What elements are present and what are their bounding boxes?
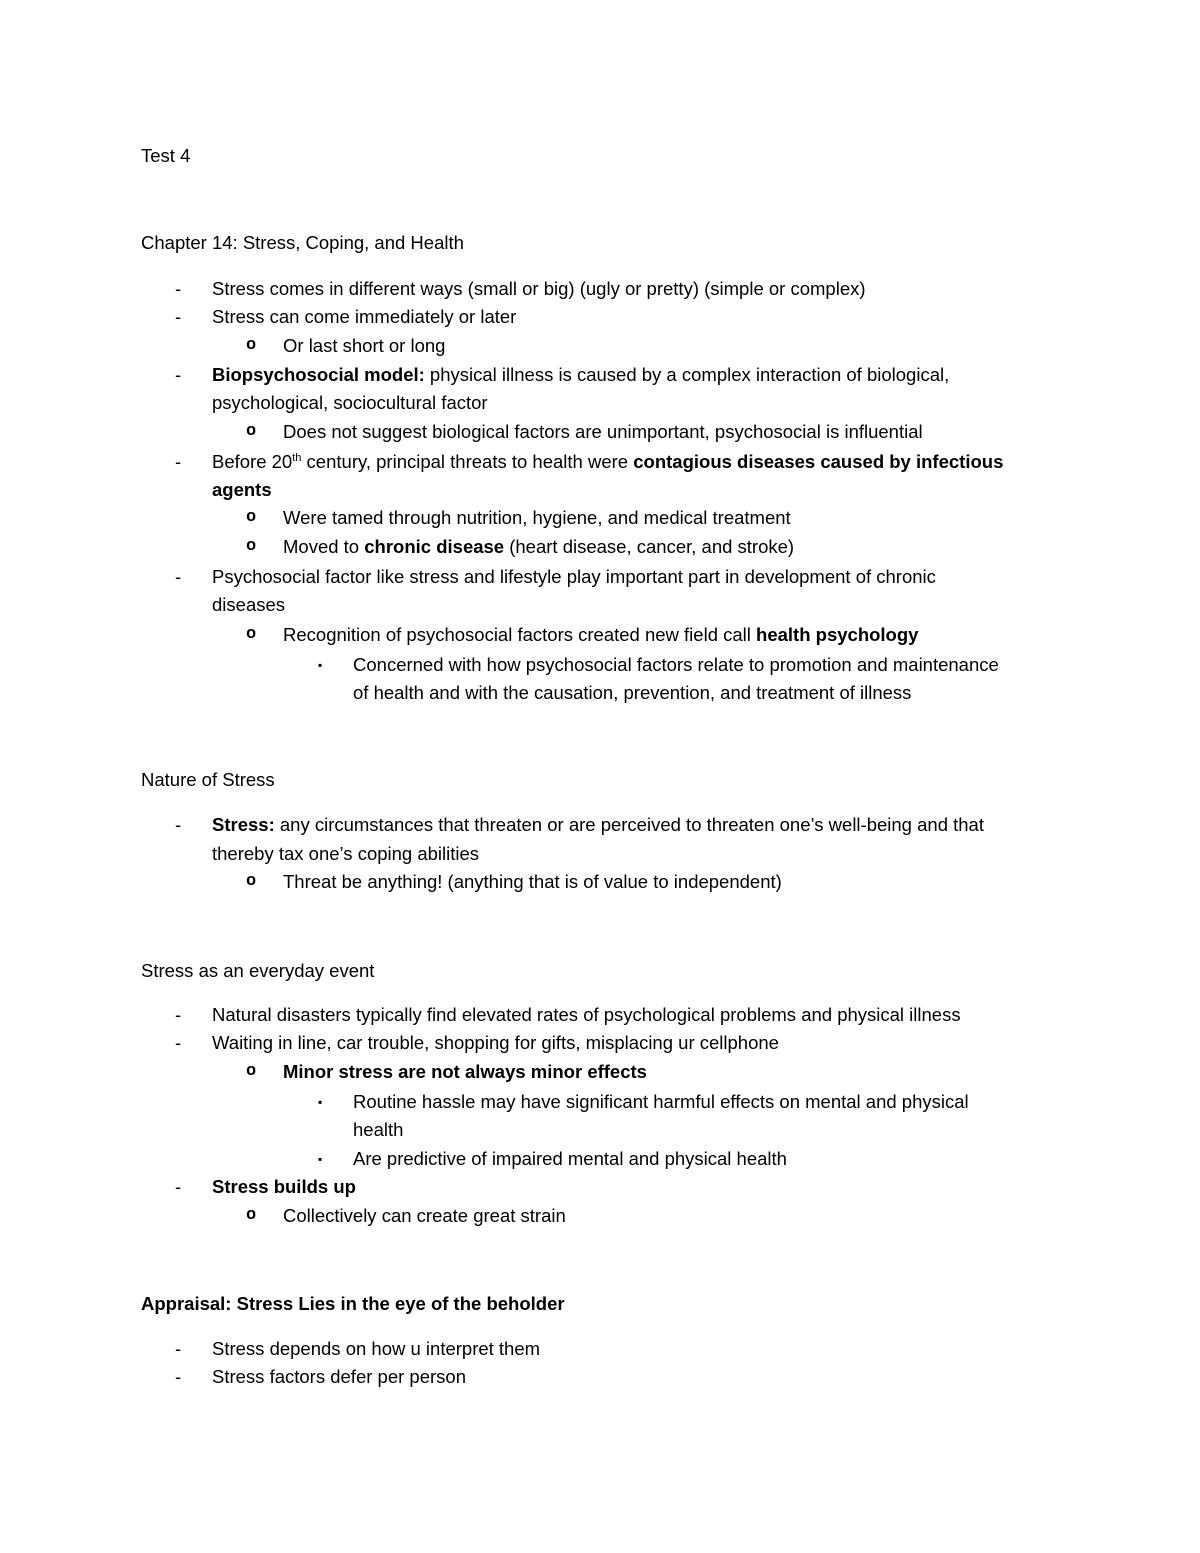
bold-term: health psychology [756, 624, 919, 645]
dash-bullet: - [175, 814, 182, 835]
circle-bullet: o [246, 537, 257, 556]
circle-bullet: o [246, 872, 257, 891]
section-heading-everyday-event: Stress as an everyday event [141, 960, 375, 981]
sub-bullet-text: Or last short or long [283, 335, 446, 356]
square-bullet: ▪ [318, 1152, 323, 1166]
bold-term: Biopsychosocial model: [212, 364, 425, 385]
bullet-text: Stress depends on how u interpret them [212, 1338, 541, 1359]
dash-bullet: - [175, 278, 182, 299]
circle-bullet: o [246, 625, 257, 644]
bullet-text: Biopsychosocial model: physical illness is caused by a complex interaction of biological, [212, 364, 950, 385]
dash-bullet: - [175, 364, 182, 385]
sub-sub-bullet-text: Are predictive of impaired mental and physical health [353, 1148, 787, 1169]
sub-bullet-text: Collectively can create great strain [283, 1205, 566, 1226]
sub-bullet-text: Threat be anything! (anything that is of value to independent) [283, 871, 782, 892]
document-title: Test 4 [141, 145, 191, 166]
sub-sub-bullet-text: Concerned with how psychosocial factors relate to promotion and maintenance [353, 654, 999, 675]
bullet-text-continued: thereby tax one’s coping abilities [212, 843, 480, 864]
dash-bullet: - [175, 1004, 182, 1025]
dash-bullet: - [175, 451, 182, 472]
dash-bullet: - [175, 306, 182, 327]
bold-term: contagious diseases caused by infectious [633, 451, 1004, 472]
sub-bullet-text: Recognition of psychosocial factors created new field call health psychology [283, 624, 919, 645]
bold-term: Stress: [212, 814, 275, 835]
bullet-text: Natural disasters typically find elevated rates of psychological problems and physical illness [212, 1004, 961, 1025]
bullet-text: Stress can come immediately or later [212, 306, 517, 327]
superscript: th [292, 451, 302, 464]
bullet-text-continued [212, 478, 272, 502]
bullet-text: Psychosocial factor like stress and lifestyle play important part in development of chronic [212, 566, 936, 587]
bullet-text-continued: diseases [212, 594, 286, 615]
square-bullet: ▪ [318, 1095, 323, 1109]
section-heading-chapter-14: Chapter 14: Stress, Coping, and Health [141, 232, 464, 253]
section-heading-nature-of-stress: Nature of Stress [141, 769, 275, 790]
circle-bullet: o [246, 1062, 257, 1081]
bold-term: Minor stress are not always minor effects [283, 1061, 647, 1082]
sub-bullet-text [283, 1060, 647, 1084]
dash-bullet: - [175, 1338, 182, 1359]
bullet-text: Stress factors defer per person [212, 1366, 466, 1387]
dash-bullet: - [175, 566, 182, 587]
bold-term: agents [212, 479, 272, 500]
dash-bullet: - [175, 1032, 182, 1053]
section-heading-appraisal: Appraisal: Stress Lies in the eye of the beholder [141, 1293, 565, 1314]
circle-bullet: o [246, 422, 257, 441]
circle-bullet: o [246, 508, 257, 527]
sub-sub-bullet-text: Routine hassle may have significant harmful effects on mental and physical [353, 1091, 969, 1112]
bold-term: Stress builds up [212, 1176, 356, 1197]
circle-bullet: o [246, 1206, 257, 1225]
sub-bullet-text: Does not suggest biological factors are unimportant, psychosocial is influential [283, 421, 923, 442]
sub-sub-bullet-text-continued: health [353, 1119, 404, 1140]
dash-bullet: - [175, 1176, 182, 1197]
bullet-text: Stress: any circumstances that threaten or are perceived to threaten one’s well-being and that [212, 814, 984, 835]
sub-sub-bullet-text-continued: of health and with the causation, prevention, and treatment of illness [353, 682, 912, 703]
bullet-text-continued: psychological, sociocultural factor [212, 392, 488, 413]
bullet-text: Waiting in line, car trouble, shopping for gifts, misplacing ur cellphone [212, 1032, 779, 1053]
sub-bullet-text: Moved to chronic disease (heart disease, cancer, and stroke) [283, 536, 795, 557]
bullet-text [212, 1175, 356, 1199]
circle-bullet: o [246, 336, 257, 355]
square-bullet: ▪ [318, 658, 323, 672]
bullet-text: Before 20th century, principal threats to health were contagious diseases caused by infectious [212, 451, 1004, 472]
dash-bullet: - [175, 1366, 182, 1387]
bold-term: chronic disease [364, 536, 505, 557]
bullet-text: Stress comes in different ways (small or big) (ugly or pretty) (simple or complex) [212, 278, 866, 299]
sub-bullet-text: Were tamed through nutrition, hygiene, and medical treatment [283, 507, 791, 528]
